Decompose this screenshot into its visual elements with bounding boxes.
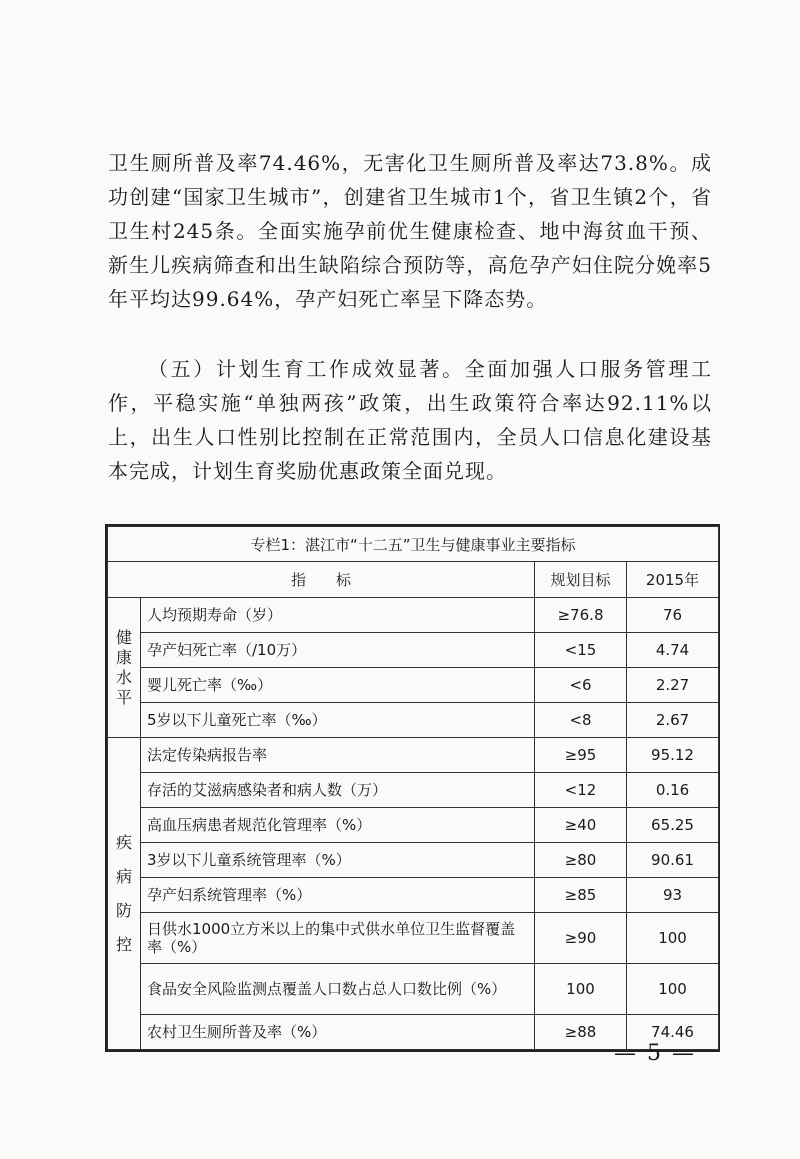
category-disease-control	[108, 738, 141, 1050]
target-cell: ≥95	[535, 738, 627, 773]
target-cell: <6	[535, 668, 627, 703]
table-row	[108, 808, 719, 843]
page-number: — 5 —	[614, 1041, 696, 1066]
body-paragraph-2: （五）计划生育工作成效显著。全面加强人口服务管理工作，平稳实施“单独两孩”政策，出生政策符合率达92.11%以上，出生人口性别比控制在正常范围内，全员人口信息化建设基本完成，计划生育奖励优惠政策全面兑现。	[108, 357, 712, 483]
target-cell: ≥88	[535, 1015, 627, 1050]
category-char: 控	[115, 934, 132, 954]
body-paragraph-1: 卫生厕所普及率74.46%，无害化卫生厕所普及率达73.8%。成功创建“国家卫生城市”，创建省卫生城市1个，省卫生镇2个，省卫生村245条。全面实施孕前优生健康检查、地中海贫血干预、新生儿疾病筛查和出生缺陷综合预防等，高危孕产妇住院分娩率5年平均达99.64%，孕产妇死亡率呈下降态势。	[108, 151, 712, 311]
table-row	[108, 964, 719, 1015]
indicator-cell: 食品安全风险监测点覆盖人口数占总人口数比例（%）	[141, 964, 535, 1015]
value-cell: 93	[627, 878, 719, 913]
indicator-cell: 5岁以下儿童死亡率（‰）	[141, 703, 535, 738]
table-row	[108, 843, 719, 878]
header-target: 规划目标	[535, 562, 627, 598]
category-health-level	[108, 598, 141, 738]
target-cell: <15	[535, 633, 627, 668]
value-cell: 90.61	[627, 843, 719, 878]
table-row	[108, 878, 719, 913]
indicator-cell: 存活的艾滋病感染者和病人数（万）	[141, 773, 535, 808]
table-row	[108, 633, 719, 668]
header-indicator: 指 标	[108, 562, 535, 598]
indicator-cell: 孕产妇死亡率（/10万）	[141, 633, 535, 668]
target-cell: <8	[535, 703, 627, 738]
value-cell: 65.25	[627, 808, 719, 843]
category-char: 防	[115, 900, 132, 920]
table-row	[108, 738, 719, 773]
category-char: 健	[115, 627, 132, 647]
table-row	[108, 913, 719, 964]
indicator-cell: 农村卫生厕所普及率（%）	[141, 1015, 535, 1050]
target-cell: ≥40	[535, 808, 627, 843]
table-row	[108, 773, 719, 808]
indicator-cell: 人均预期寿命（岁）	[141, 598, 535, 633]
value-cell: 95.12	[627, 738, 719, 773]
value-cell: 4.74	[627, 633, 719, 668]
category-char: 病	[115, 866, 132, 886]
category-char: 疾	[115, 832, 132, 852]
target-cell: <12	[535, 773, 627, 808]
table-row	[108, 668, 719, 703]
indicator-cell: 3岁以下儿童系统管理率（%）	[141, 843, 535, 878]
indicator-cell: 婴儿死亡率（‰）	[141, 668, 535, 703]
value-cell: 100	[627, 913, 719, 964]
category-char: 康	[115, 647, 132, 667]
table-row	[108, 598, 719, 633]
header-year: 2015年	[627, 562, 719, 598]
value-cell: 74.46	[627, 1015, 719, 1050]
value-cell: 0.16	[627, 773, 719, 808]
indicator-cell: 日供水1000立方米以上的集中式供水单位卫生监督覆盖率（%）	[141, 913, 535, 964]
value-cell: 2.27	[627, 668, 719, 703]
indicator-table	[105, 524, 720, 1052]
category-char: 平	[115, 687, 132, 707]
target-cell: ≥76.8	[535, 598, 627, 633]
target-cell: ≥85	[535, 878, 627, 913]
value-cell: 100	[627, 964, 719, 1015]
target-cell: 100	[535, 964, 627, 1015]
category-char: 水	[115, 667, 132, 687]
indicator-cell: 孕产妇系统管理率（%）	[141, 878, 535, 913]
target-cell: ≥80	[535, 843, 627, 878]
table-title: 专栏1：湛江市“十二五”卫生与健康事业主要指标	[108, 527, 719, 562]
indicator-cell: 法定传染病报告率	[141, 738, 535, 773]
value-cell: 2.67	[627, 703, 719, 738]
value-cell: 76	[627, 598, 719, 633]
target-cell: ≥90	[535, 913, 627, 964]
table-row	[108, 703, 719, 738]
indicator-cell: 高血压病患者规范化管理率（%）	[141, 808, 535, 843]
